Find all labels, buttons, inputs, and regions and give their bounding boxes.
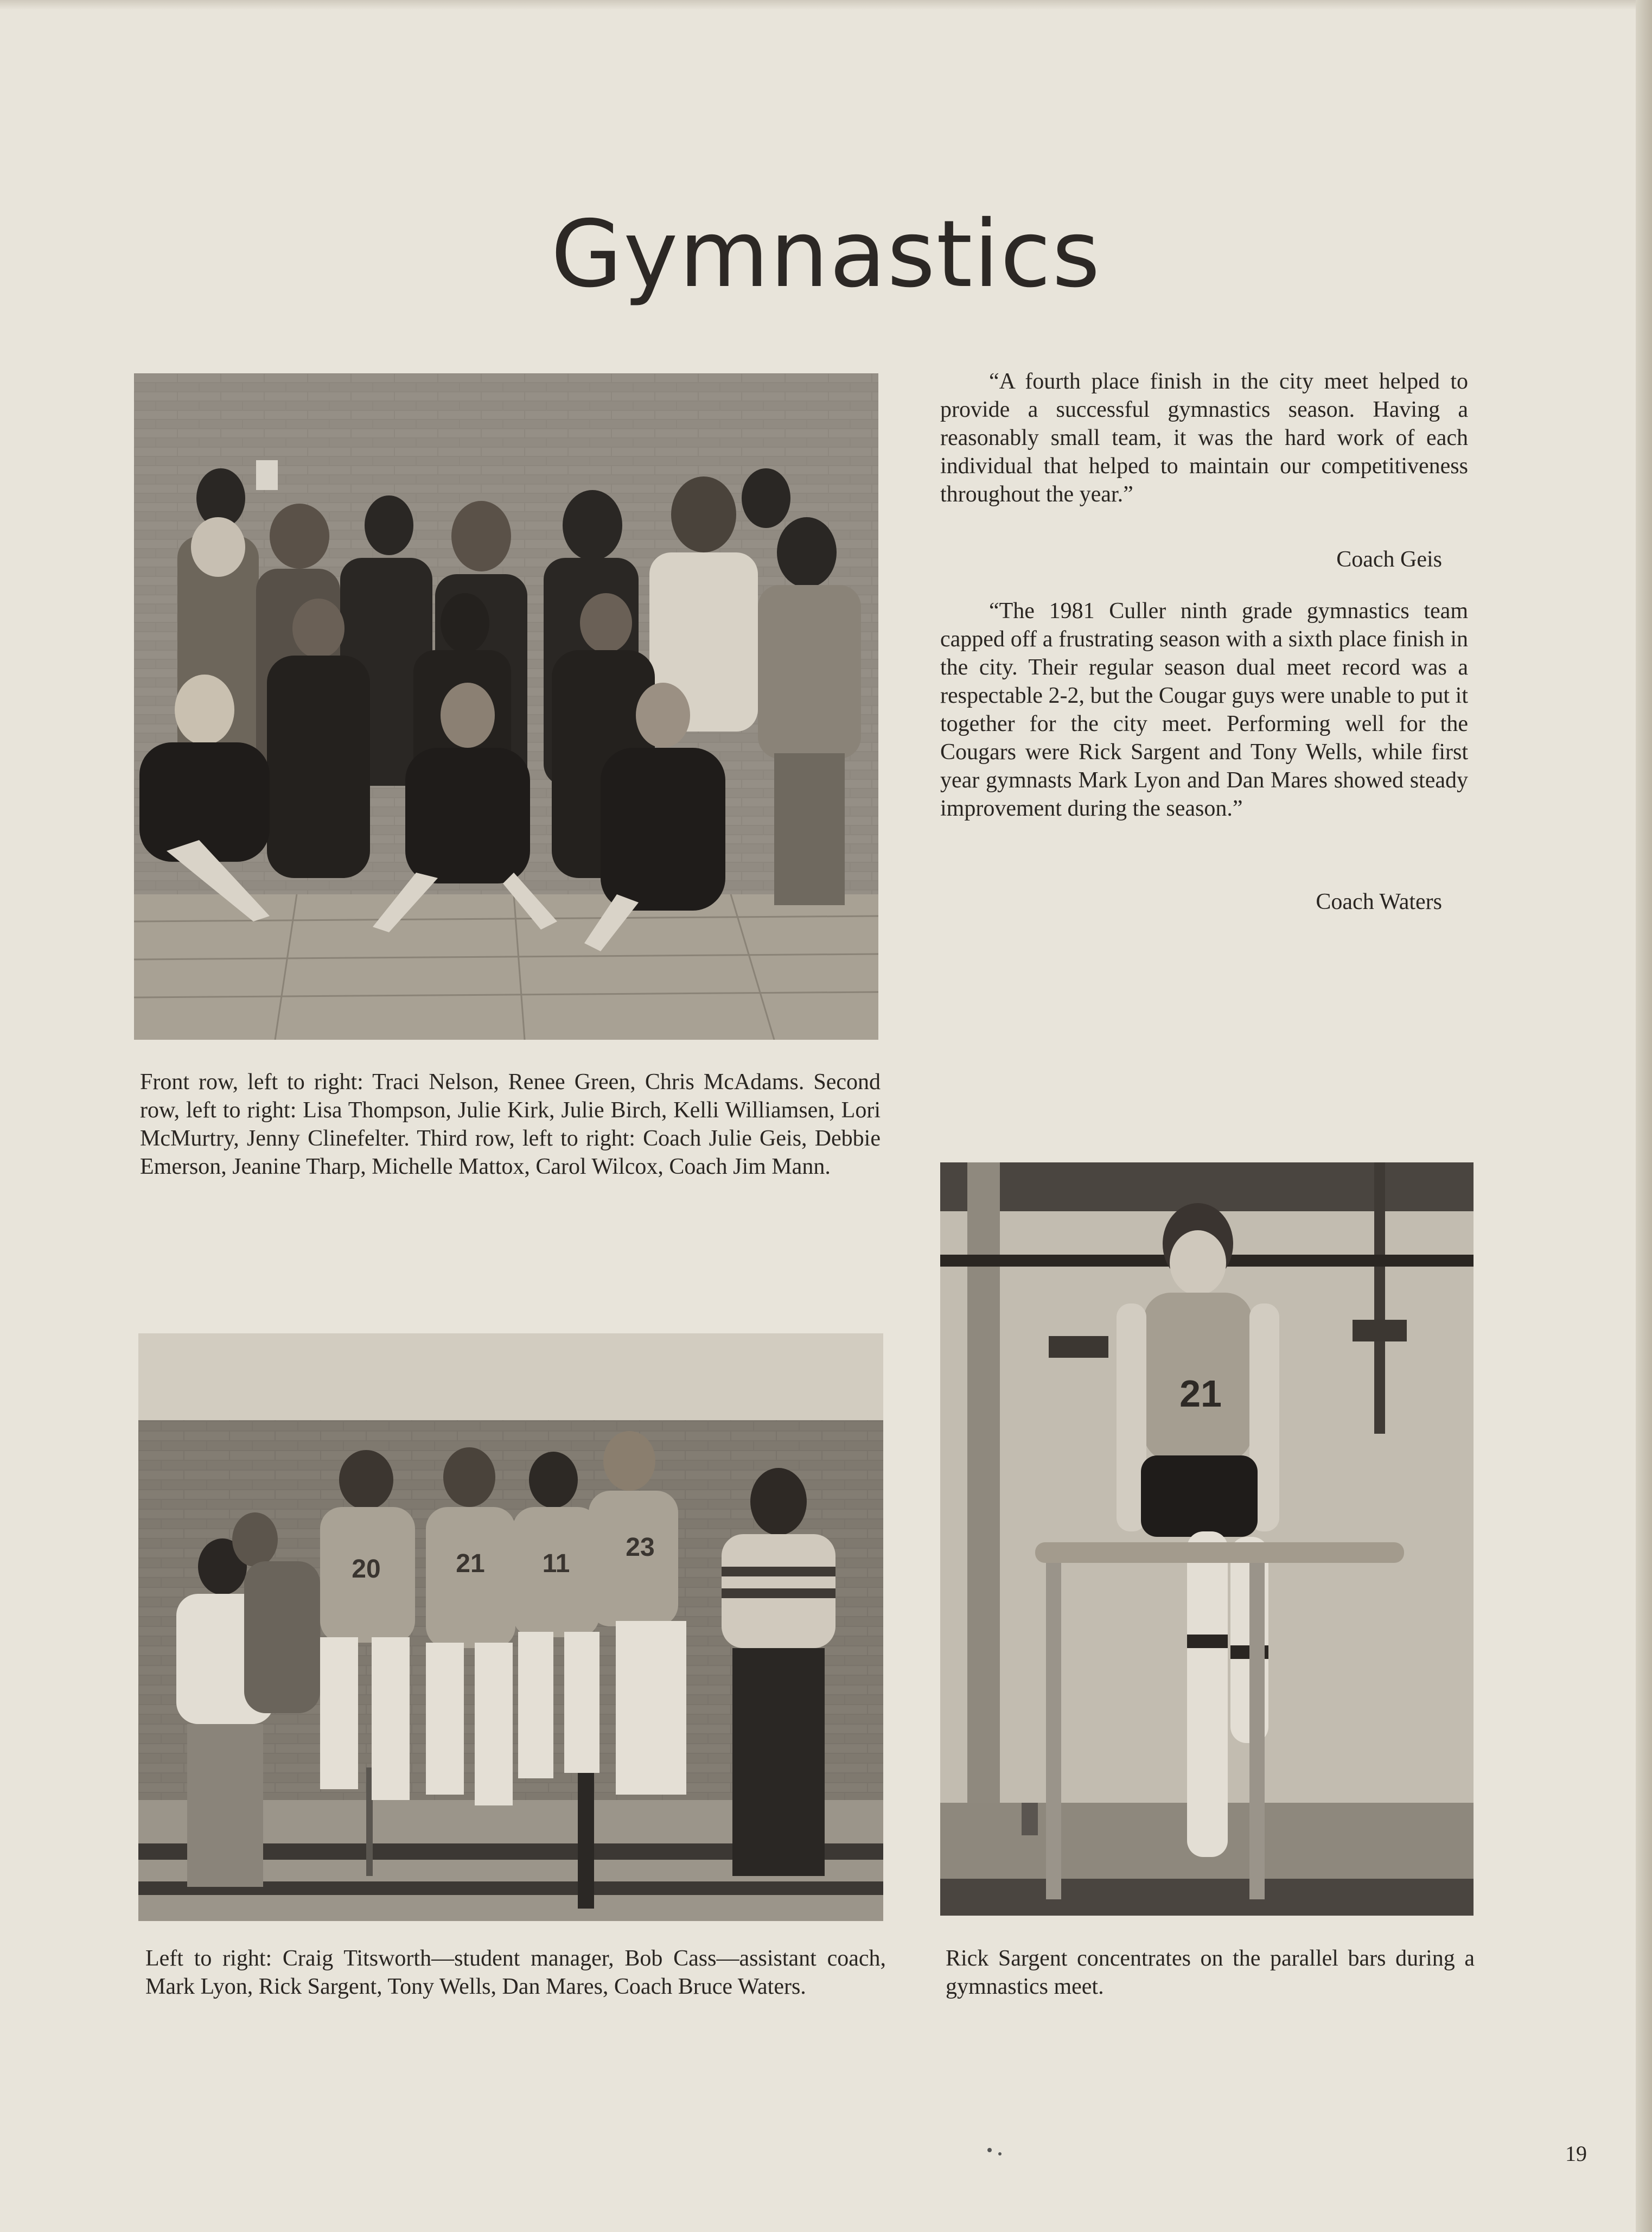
coach-waters-quote xyxy=(940,597,1468,823)
jersey-number: 20 xyxy=(352,1555,381,1584)
girls-team-photo xyxy=(134,373,878,1040)
coach-geis-attribution: Coach Geis xyxy=(1336,547,1442,572)
page-right-edge xyxy=(1636,0,1652,2232)
jersey-number: 21 xyxy=(456,1549,485,1578)
page-top-edge xyxy=(0,0,1652,10)
page-title: Gymnastics xyxy=(551,201,1101,308)
coach-geis-quote xyxy=(940,367,1468,508)
page-number: 19 xyxy=(1565,2141,1587,2166)
girls-team-caption: Front row, left to right: Traci Nelson, Renee Green, Chris McAdams. Second row, left to right: Lisa Thompson, Julie Kirk, Julie Birch, Kelli Williamsen, Lori McMurtry, Jenny Clinefelter. Third row, left to right: Coach Julie Geis, Debbie Emerson, Jeanine Tharp, Michelle Mattox, Carol Wilcox, Coach Jim Mann. xyxy=(140,1070,881,1179)
jersey-number: 23 xyxy=(626,1533,655,1562)
quote-text: “A fourth place finish in the city meet helped to provide a successful gymnastics season. Having a reasonably small team, it was the hard work of each individual that helped to maintain our competitiveness throughout the year.” xyxy=(940,369,1468,507)
jersey-number: 11 xyxy=(542,1549,570,1578)
jersey-number: 21 xyxy=(1179,1372,1222,1415)
parallel-bars-photo xyxy=(940,1162,1474,1916)
print-speck xyxy=(998,2152,1002,2155)
boys-team-photo xyxy=(138,1333,883,1921)
coach-waters-attribution: Coach Waters xyxy=(1316,889,1442,914)
print-speck xyxy=(987,2148,992,2152)
boys-team-caption: Left to right: Craig Titsworth—student manager, Bob Cass—assistant coach, Mark Lyon, Rick Sargent, Tony Wells, Dan Mares, Coach Bruce Waters. xyxy=(145,1946,886,1999)
parallel-bars-caption: Rick Sargent concentrates on the parallel bars during a gymnastics meet. xyxy=(946,1946,1475,1999)
quote-text: “The 1981 Culler ninth grade gymnastics team capped off a frustrating season with a sixth place finish in the city. Their regular season dual meet record was a respectable 2-2, but the Cougar guys were unable to put it together for the city meet. Performing well for the Cougars were Rick Sargent and Tony Wells, while first year gymnasts Mark Lyon and Dan Mares showed steady improvement during the season.” xyxy=(940,599,1468,821)
